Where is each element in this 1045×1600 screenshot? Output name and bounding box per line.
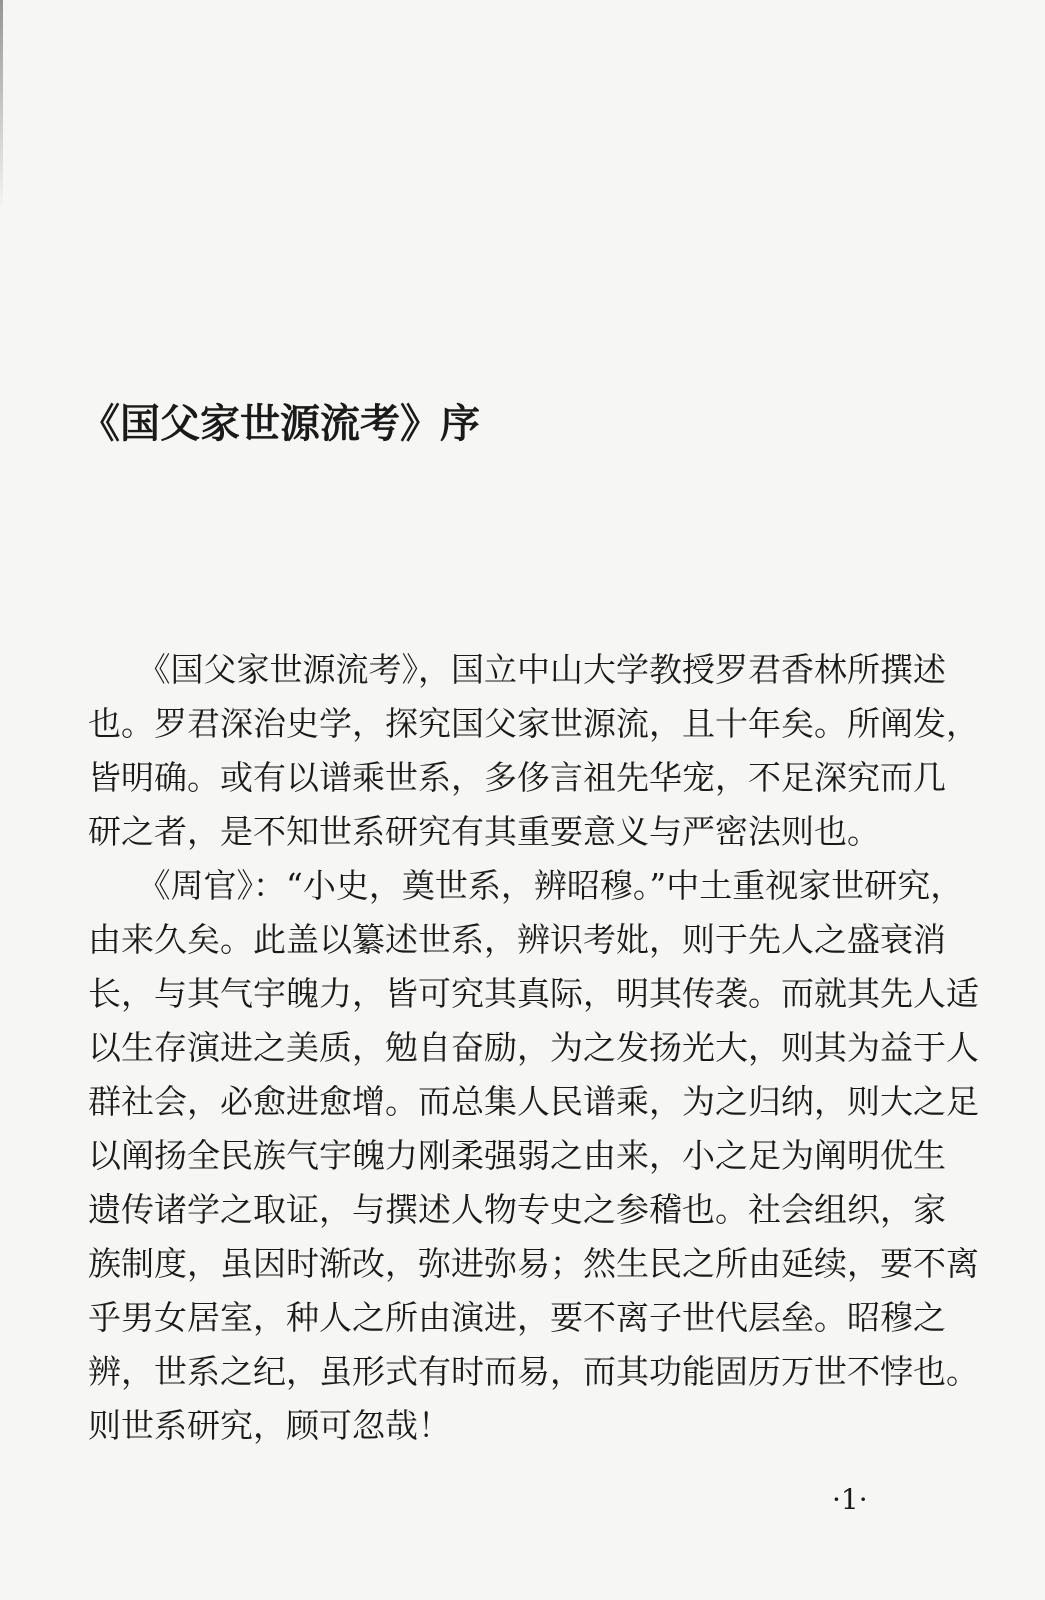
page-title: 《国父家世源流考》序 xyxy=(80,401,480,447)
text-line: 《国父家世源流考》，国立中山大学教授罗君香林所撰述 xyxy=(88,650,946,689)
paragraph xyxy=(88,643,979,859)
text-line: 研之者，是不知世系研究有其重要意义与严密法则也。 xyxy=(88,812,880,851)
text-line: 遗传诸学之取证，与撰述人物专史之参稽也。社会组织，家 xyxy=(88,1190,946,1229)
text-line: 以生存演进之美质，勉自奋励，为之发扬光大，则其为益于人 xyxy=(88,1028,979,1067)
text-line: 辨，世系之纪，虽形式有时而易，而其功能固历万世不悖也。 xyxy=(88,1352,979,1391)
text-line: 长，与其气宇魄力，皆可究其真际，明其传袭。而就其先人适 xyxy=(88,974,979,1013)
page-number: ·1· xyxy=(832,1483,868,1516)
text-line: 族制度，虽因时渐改，弥进弥易；然生民之所由延续，要不离 xyxy=(88,1244,979,1283)
text-line: 也。罗君深治史学，探究国父家世源流，且十年矣。所阐发， xyxy=(88,704,979,743)
text-line: 以阐扬全民族气宇魄力刚柔强弱之由来，小之足为阐明优生 xyxy=(88,1136,946,1175)
text-line: 《周官》：“小史，奠世系，辨昭穆。”中土重视家世研究， xyxy=(88,866,964,905)
text-line: 乎男女居室，种人之所由演进，要不离子世代层垒。昭穆之 xyxy=(88,1298,946,1337)
body-text xyxy=(88,643,979,1453)
scan-edge-shadow xyxy=(0,0,3,210)
text-line: 则世系研究，顾可忽哉！ xyxy=(88,1406,451,1445)
text-line: 群社会，必愈进愈增。而总集人民谱乘，为之归纳，则大之足 xyxy=(88,1082,979,1121)
text-line: 皆明确。或有以谱乘世系，多侈言祖先华宠，不足深究而几 xyxy=(88,758,946,797)
text-line: 由来久矣。此盖以纂述世系，辨识考妣，则于先人之盛衰消 xyxy=(88,920,946,959)
paragraph xyxy=(88,859,979,1453)
